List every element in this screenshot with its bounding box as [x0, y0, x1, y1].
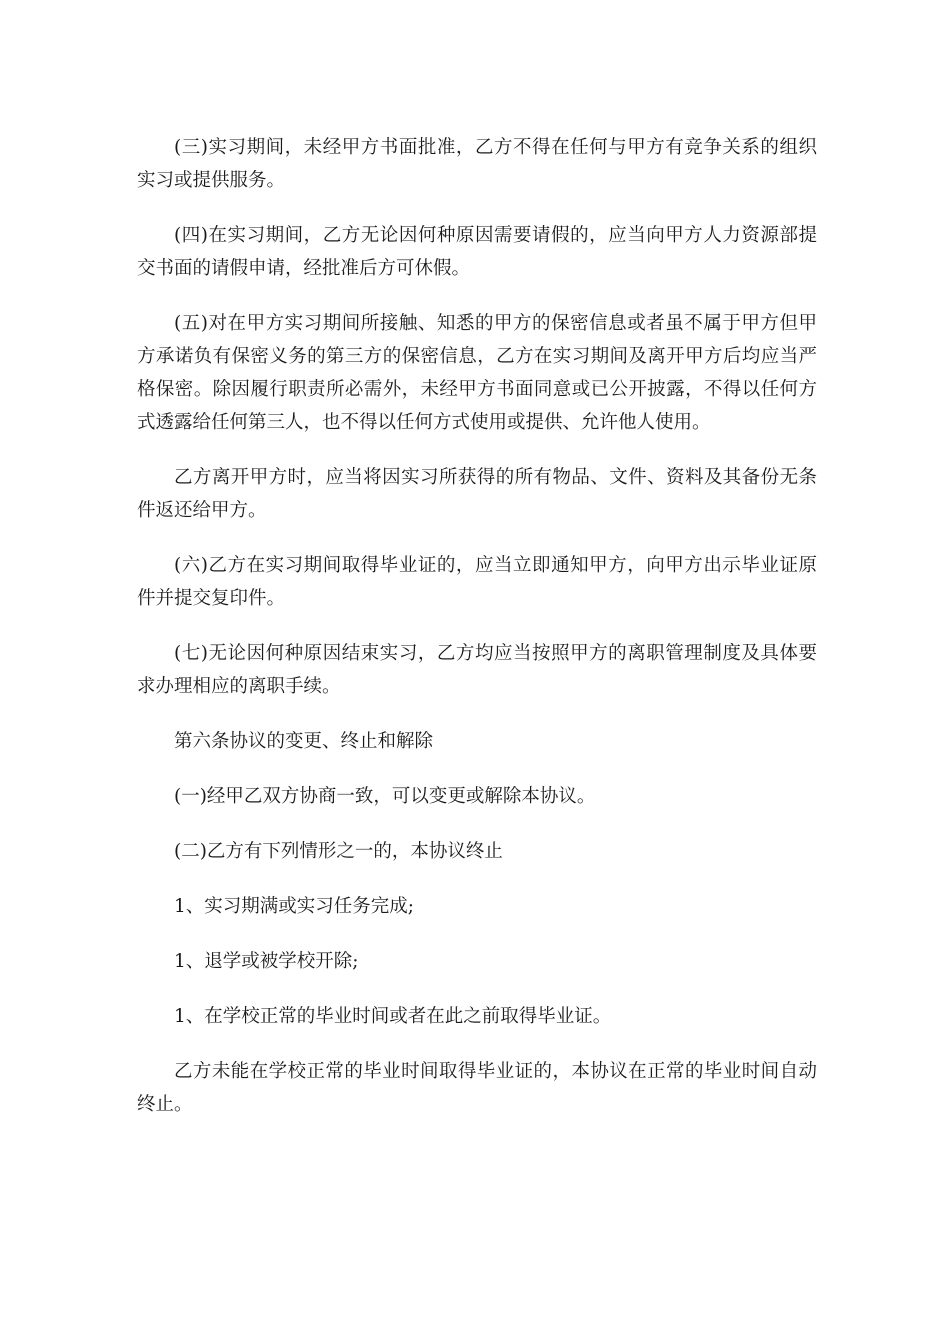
list-item-termination-1: 1、实习期满或实习任务完成; [174, 896, 415, 917]
paragraph-return-items: 乙方离开甲方时，应当将因实习所获得的所有物品、文件、资料及其备份无条件返还给甲方。 [137, 467, 817, 521]
paragraph-article-6-item-2: (二)乙方有下列情形之一的，本协议终止 [174, 841, 503, 862]
paragraph-clause-5: (五)对在甲方实习期间所接触、知悉的甲方的保密信息或者虽不属于甲方但甲方承诺负有保密义务的第三方的保密信息，乙方在实习期间及离开甲方后均应当严格保密。除因履行职责所必需外，未经甲方书面同意或已公开披露，不得以任何方式透露给任何第三人，也不得以任何方式使用或提供、允许他人使用。 [137, 313, 817, 433]
paragraph-auto-termination: 乙方未能在学校正常的毕业时间取得毕业证的，本协议在正常的毕业时间自动终止。 [137, 1061, 817, 1115]
section-heading-article-6: 第六条协议的变更、终止和解除 [174, 731, 434, 752]
paragraph-clause-7: (七)无论因何种原因结束实习，乙方均应当按照甲方的离职管理制度及具体要求办理相应的离职手续。 [137, 643, 817, 697]
list-item-termination-2: 1、退学或被学校开除; [174, 951, 359, 972]
list-item-termination-3: 1、在学校正常的毕业时间或者在此之前取得毕业证。 [174, 1006, 612, 1027]
paragraph-article-6-item-1: (一)经甲乙双方协商一致，可以变更或解除本协议。 [174, 786, 596, 807]
paragraph-clause-3: (三)实习期间，未经甲方书面批准，乙方不得在任何与甲方有竞争关系的组织实习或提供服务。 [137, 137, 817, 191]
paragraph-clause-6: (六)乙方在实习期间取得毕业证的，应当立即通知甲方，向甲方出示毕业证原件并提交复印件。 [137, 555, 817, 609]
paragraph-clause-4: (四)在实习期间，乙方无论因何种原因需要请假的，应当向甲方人力资源部提交书面的请假申请，经批准后方可休假。 [137, 225, 817, 279]
document-body [137, 131, 817, 1143]
